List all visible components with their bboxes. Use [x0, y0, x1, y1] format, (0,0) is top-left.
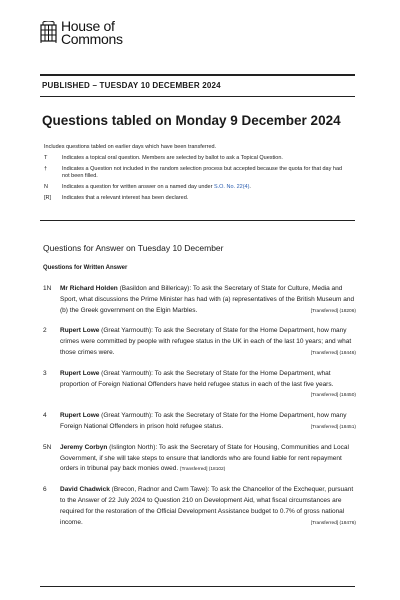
question-text: (Islington North): To ask the Secretary of State for Housing, Communities and Local Government, if she will take steps to ensure that landlords who are found liable for rent repayment orders in tribunal pay back monies owed. [60, 443, 349, 473]
legend-rule [40, 220, 355, 221]
legend-row [44, 184, 344, 192]
legend-row [44, 195, 344, 203]
legend-text: Indicates a topical oral question. Members are selected by ballot to ask a Topical Question. [62, 155, 283, 161]
member-name[interactable]: Jeremy Corbyn [60, 443, 108, 451]
question-text: (Great Yarmouth): To ask the Secretary of State for the Home Department, what proportion of Foreign National Offenders have held refugee status in each of the last five years. [60, 369, 334, 388]
house-of-commons-logo [40, 20, 123, 46]
member-name[interactable]: Rupert Lowe [60, 327, 100, 335]
question-number: 6 [43, 486, 47, 494]
bottom-rule [40, 586, 355, 587]
org-name-line2: Commons [61, 31, 123, 47]
member-name[interactable]: Rupert Lowe [60, 369, 100, 377]
legend-symbol: † [44, 165, 48, 172]
member-name[interactable]: Mr Richard Holden [60, 285, 118, 292]
transferred-tag: [Transferred] (18206) [310, 308, 356, 314]
question-number: 1N [43, 285, 52, 292]
question-body [60, 485, 356, 529]
legend-text-end: . [249, 183, 251, 190]
standing-order-link[interactable]: S.O. No. 22(4) [213, 183, 250, 190]
question-body [60, 284, 356, 317]
legend-row [44, 166, 344, 181]
question-body [60, 443, 356, 476]
transferred-tag: [Transferred] (18450) [310, 393, 356, 399]
question-item [43, 284, 356, 317]
question-text: (Brecon, Radnor and Cwm Tawe): To ask the Chancellor of the Exchequer, pursuant to the Answer of 22 July 2024 to Question 210 on Development Aid, what fiscal circumstances are required for the restoration of the Official Development Assistance budget to 0.7% of gross national income. [60, 486, 354, 526]
member-name[interactable]: Rupert Lowe [60, 412, 100, 420]
question-text: (Great Yarmouth): To ask the Secretary of State for the Home Department, how many Foreign National Offenders in prison hold refugee status. [60, 412, 347, 430]
question-body [60, 369, 356, 402]
page-title: Questions tabled on Monday 9 December 2024 [42, 113, 341, 128]
subsection-title: Questions for Written Answer [43, 265, 128, 271]
transferred-tag: [Transferred] (18102) [180, 467, 226, 473]
portcullis-icon [40, 21, 57, 43]
section-title: Questions for Answer on Tuesday 10 December [43, 243, 224, 253]
transferred-tag: [Transferred] (18446) [310, 350, 356, 356]
question-body [60, 411, 356, 434]
symbol-legend [44, 155, 344, 205]
question-number: 5N [43, 443, 52, 451]
published-rule [40, 96, 355, 97]
question-item [43, 411, 356, 434]
question-item [43, 443, 356, 476]
question-item [43, 326, 356, 359]
legend-text: Indicates a Question not included in the random selection process but accepted because the quota for that day had not been filled. [62, 165, 343, 180]
legend-symbol: T [44, 155, 48, 161]
published-date: PUBLISHED – TUESDAY 10 DECEMBER 2024 [42, 81, 221, 90]
question-number: 3 [43, 369, 47, 377]
question-text: (Great Yarmouth): To ask the Secretary of State for the Home Department, how many crimes were committed by people with refugee status in the UK in each of the last 10 years; and what those crimes were. [60, 327, 352, 356]
intro-text: Includes questions tabled on earlier days which have been transferred. [44, 144, 217, 150]
transferred-tag: [Transferred] (18451) [310, 424, 356, 430]
question-number: 2 [43, 327, 47, 335]
question-item [43, 369, 356, 402]
legend-text: Indicates that a relevant interest has been declared. [62, 194, 189, 201]
question-number: 4 [43, 412, 47, 420]
transferred-tag: [Transferred] (18476) [310, 520, 356, 526]
question-body [60, 326, 356, 359]
question-list [43, 284, 356, 538]
member-name[interactable]: David Chadwick [60, 486, 110, 494]
question-text: (Basildon and Billericay): To ask the Secretary of State for Culture, Media and Sport, what discussions the Prime Minister has had with (a) representatives of the British Museum and (b) the Greek government on the Elgin Marbles. [60, 285, 355, 314]
legend-text: Indicates a question for written answer on a named day under [62, 183, 214, 190]
org-name-line1: House of [61, 18, 115, 34]
legend-symbol: [R] [44, 194, 52, 201]
legend-symbol: N [44, 183, 48, 190]
legend-row [44, 155, 344, 163]
question-item [43, 485, 356, 529]
top-rule [40, 74, 355, 76]
